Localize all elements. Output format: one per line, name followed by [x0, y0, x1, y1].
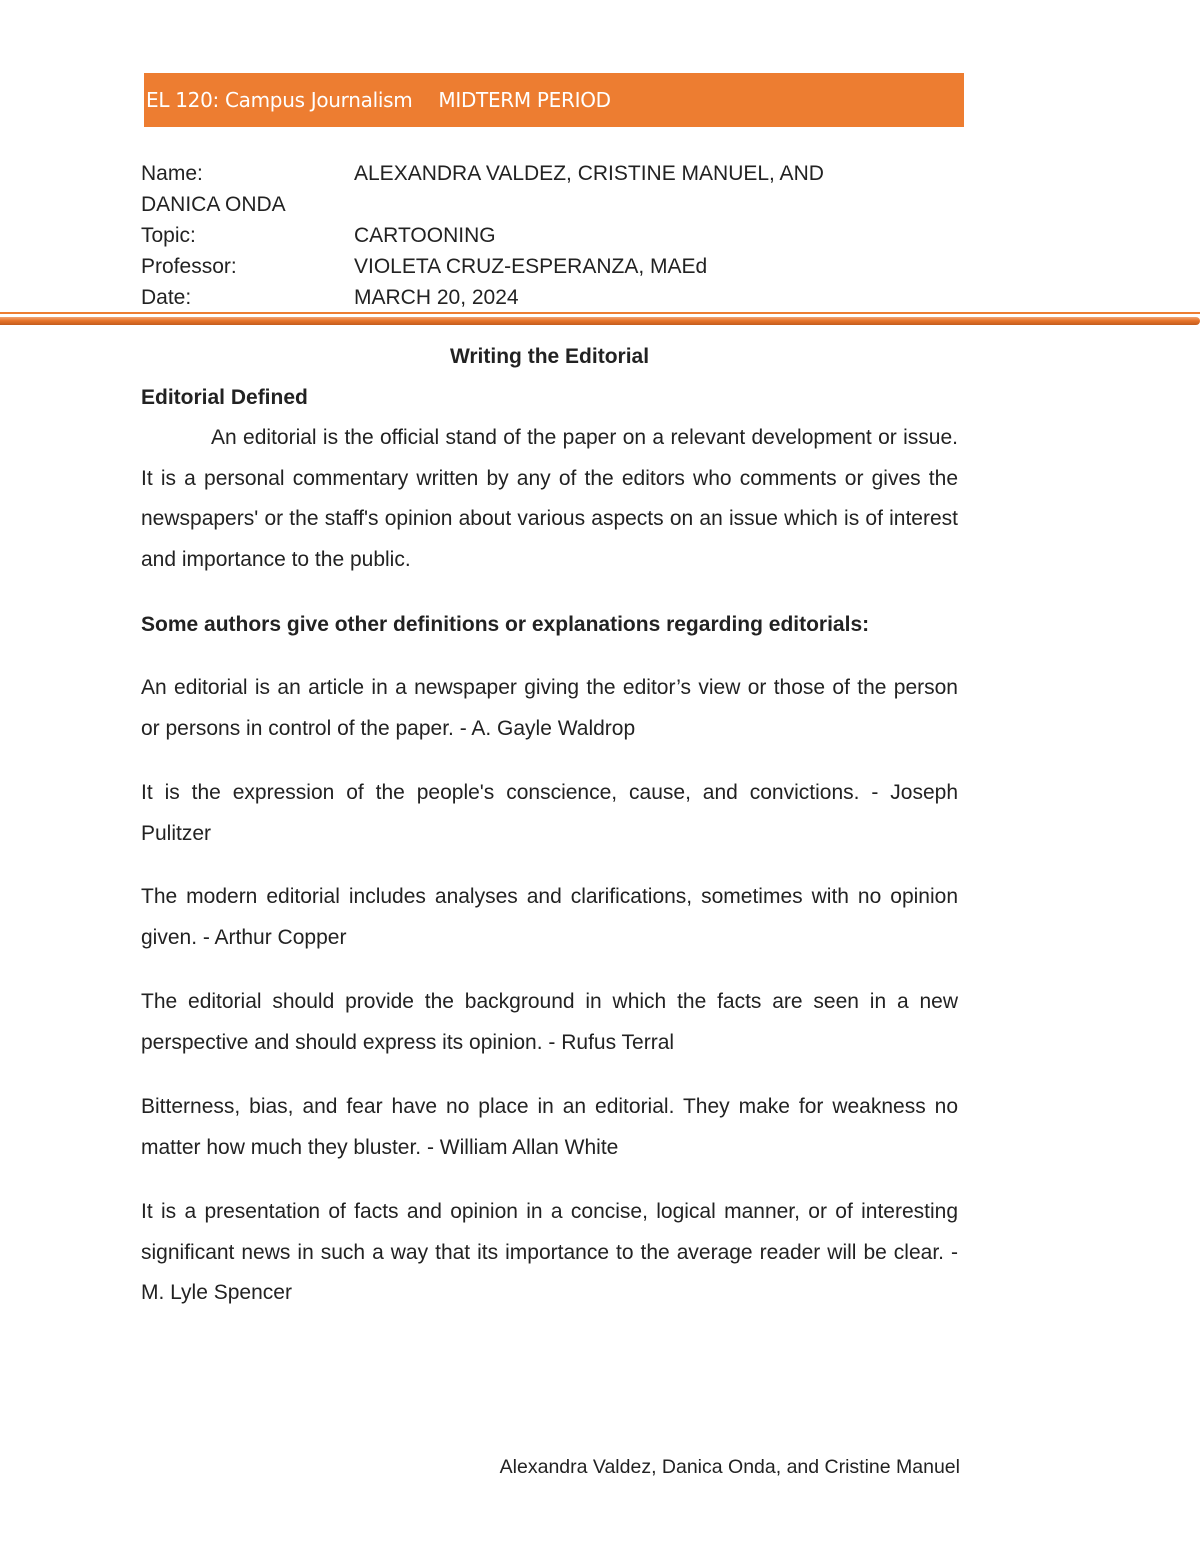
- name-label: Name:: [141, 162, 203, 185]
- header-divider-thick: [0, 317, 1200, 325]
- quote-waldrop: An editorial is an article in a newspaper giving the editor’s view or those of the person or persons in control of the paper. - A. Gayle Waldrop: [141, 676, 958, 740]
- course-header-banner: [144, 73, 964, 127]
- name-row: [141, 158, 901, 189]
- name-continuation-row: [141, 189, 901, 220]
- period-label: MIDTERM PERIOD: [438, 88, 611, 112]
- quote-white: Bitterness, bias, and fear have no place in an editorial. They make for weakness no matter how much they bluster. - William Allan White: [141, 1095, 958, 1159]
- topic-row: [141, 220, 901, 251]
- name-value-continued: DANICA ONDA: [141, 193, 286, 216]
- section-heading: Editorial Defined: [141, 386, 308, 409]
- quote-pulitzer: It is the expression of the people's conscience, cause, and convictions. - Joseph Pulitzer: [141, 781, 958, 845]
- date-label: Date:: [141, 286, 192, 309]
- footer-authors: Alexandra Valdez, Danica Onda, and Cristine Manuel: [499, 1456, 960, 1478]
- professor-row: [141, 251, 901, 282]
- topic-value: CARTOONING: [354, 224, 496, 247]
- quote-spencer: It is a presentation of facts and opinion in a concise, logical manner, or of interesting significant news in such a way that its importance to the average reader will be clear. - M. Lyle Spencer: [141, 1200, 958, 1304]
- quote-terral: The editorial should provide the background in which the facts are seen in a new perspective and should express its opinion. - Rufus Terral: [141, 990, 958, 1054]
- student-info-block: [141, 158, 901, 313]
- header-divider-thin: [0, 312, 1200, 314]
- course-title: EL 120: Campus Journalism: [146, 88, 413, 112]
- quote-copper: The modern editorial includes analyses and clarifications, sometimes with no opinion given. - Arthur Copper: [141, 885, 958, 949]
- professor-label: Professor:: [141, 255, 237, 278]
- definition-paragraph: An editorial is the official stand of the paper on a relevant development or issue. It is a personal commentary written by any of the editors who comments or gives the newspapers' or the staff's opinion about various aspects on an issue which is of interest and importance to the public.: [141, 426, 958, 571]
- date-row: [141, 282, 901, 313]
- topic-label: Topic:: [141, 224, 196, 247]
- date-value: MARCH 20, 2024: [354, 286, 519, 309]
- authors-heading: Some authors give other definitions or explanations regarding editorials:: [141, 613, 870, 636]
- professor-value: VIOLETA CRUZ-ESPERANZA, MAEd: [354, 255, 708, 278]
- document-title: Writing the Editorial: [449, 345, 650, 368]
- name-value: ALEXANDRA VALDEZ, CRISTINE MANUEL, AND: [354, 162, 824, 185]
